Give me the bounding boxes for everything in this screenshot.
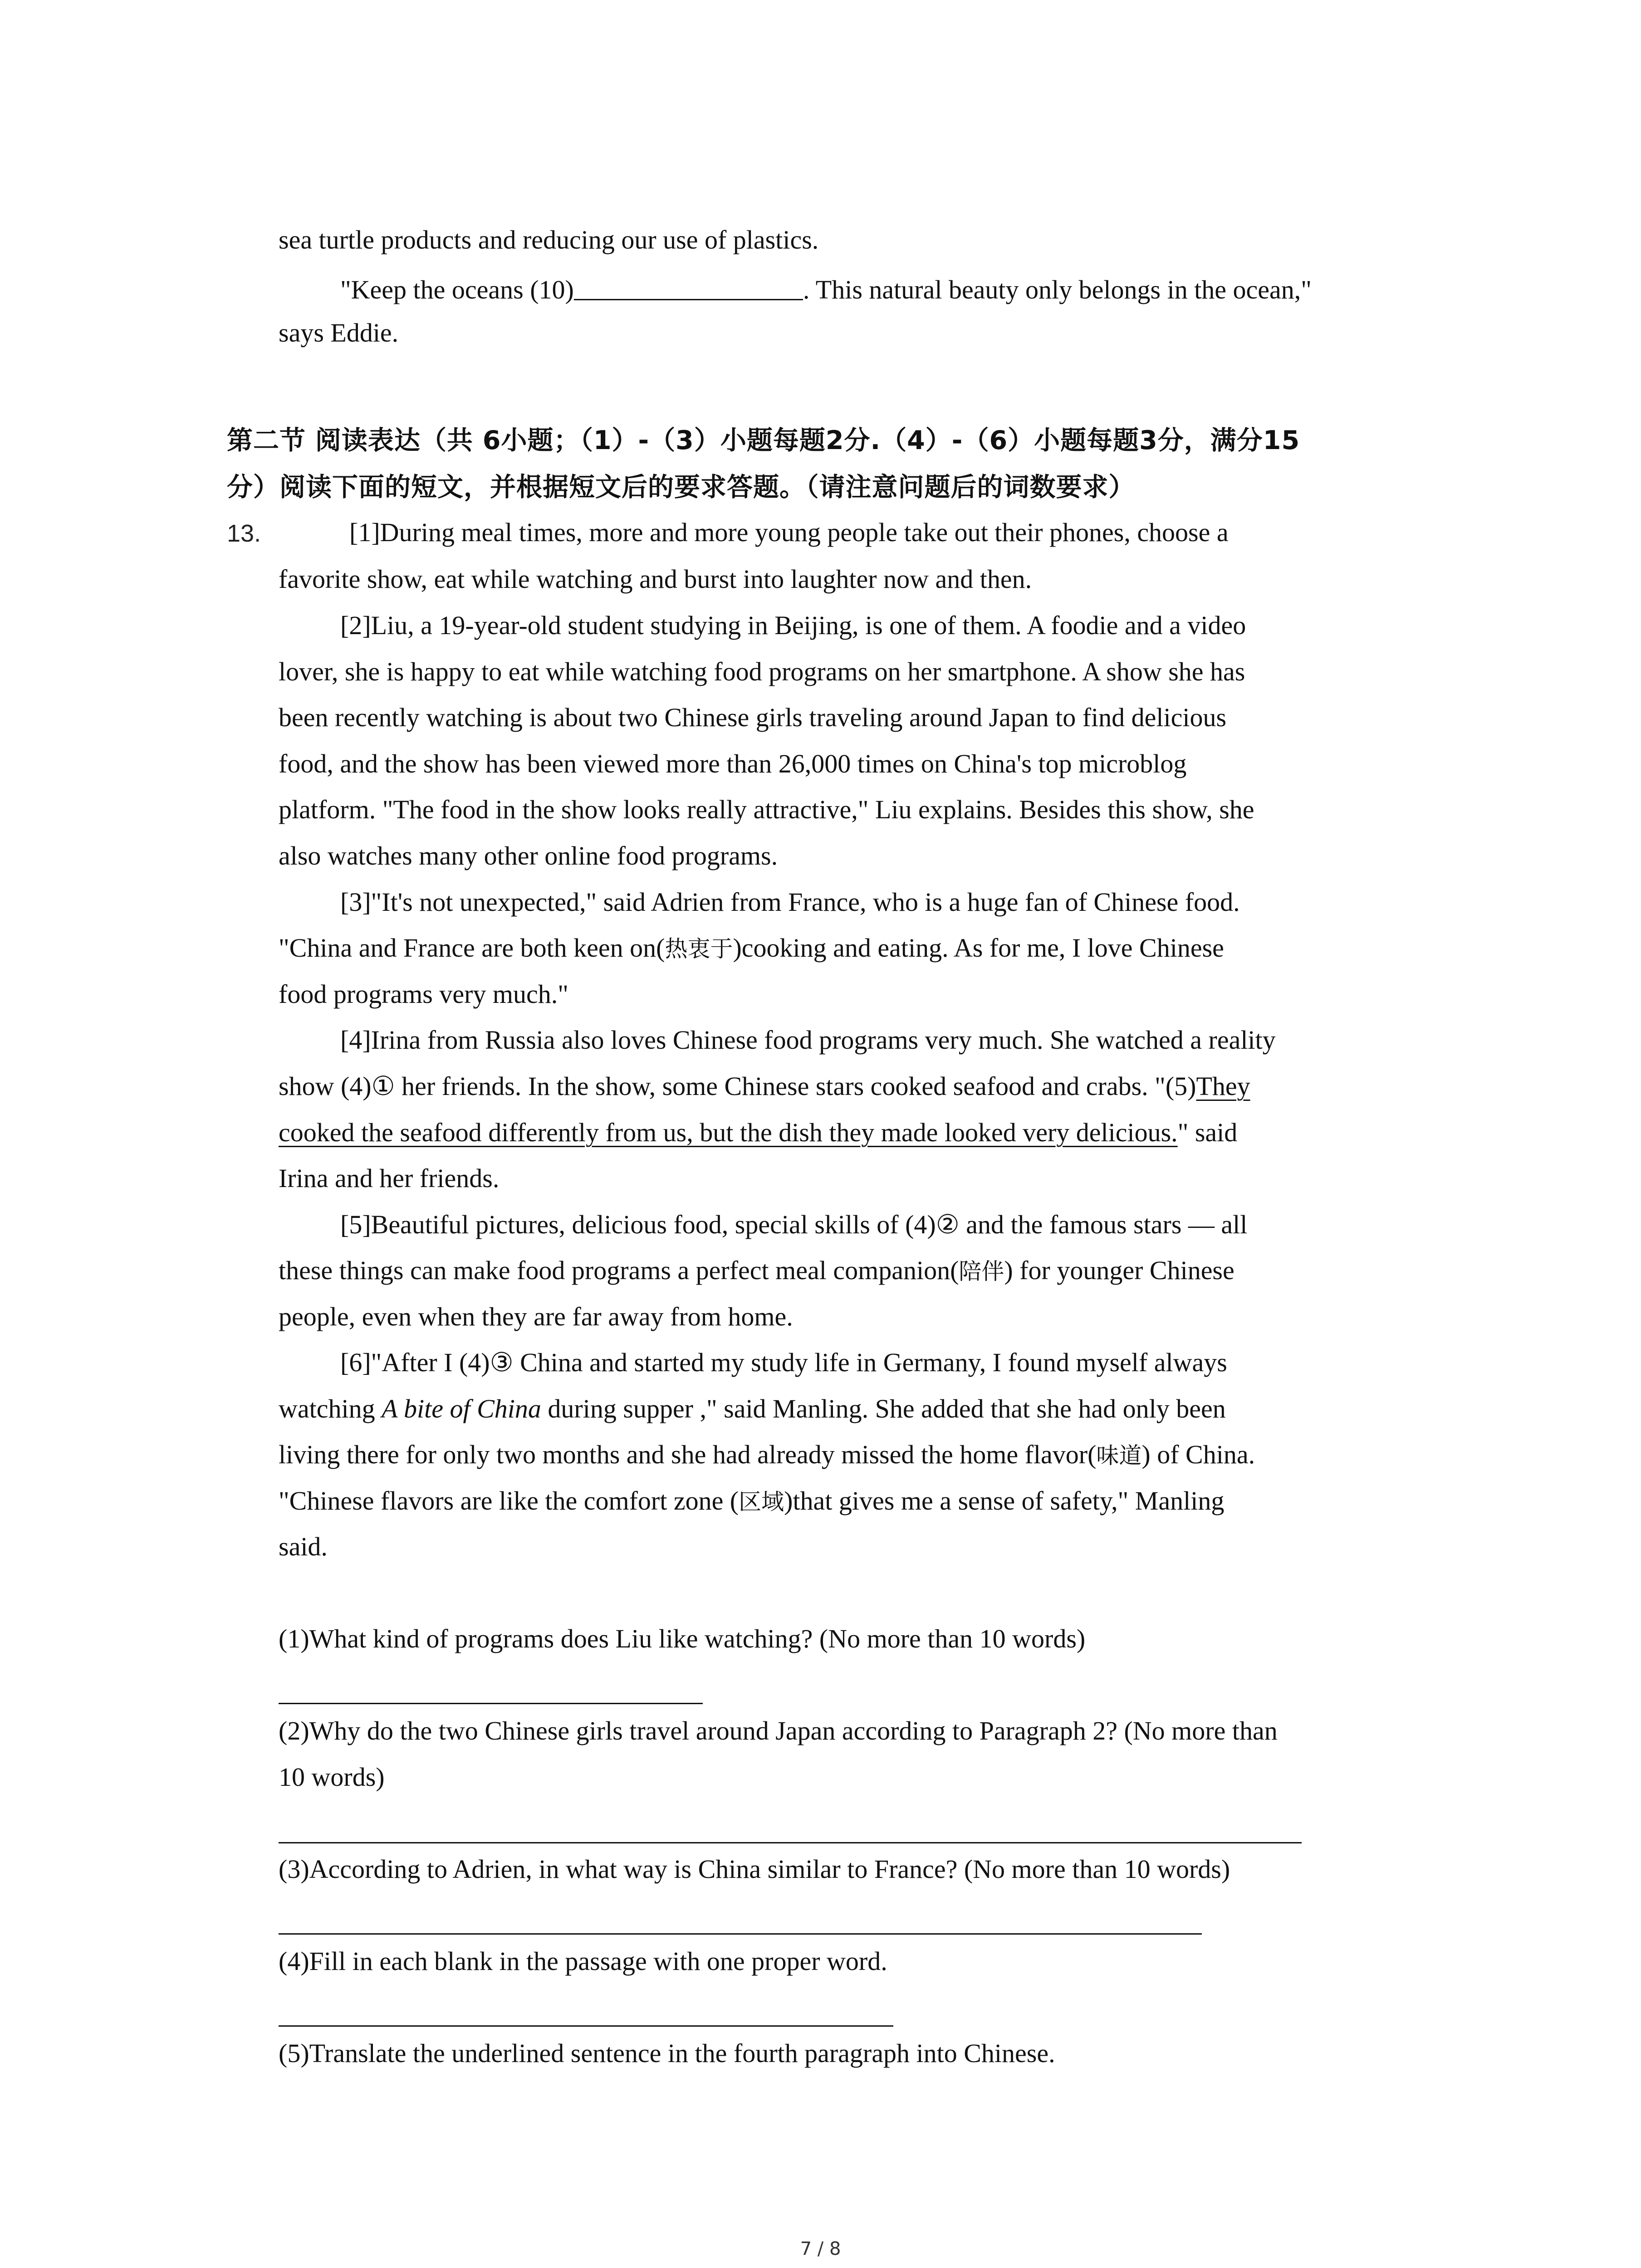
paragraph-6-line xyxy=(279,1488,1224,1514)
sub-question-5: (5)Translate the underlined sentence in the fourth paragraph into Chinese. xyxy=(279,2038,1055,2068)
paragraph-2-line: platform. "The food in the show looks really attractive," Liu explains. Besides this show, she xyxy=(279,795,1254,824)
sub-question-2: 10 words) xyxy=(279,1762,385,1792)
page-number: 7 / 8 xyxy=(800,2239,841,2259)
paragraph-1-line: favorite show, eat while watching and burst into laughter now and then. xyxy=(279,564,1032,594)
paragraph-6-line xyxy=(279,1396,1226,1422)
paragraph-2-line: lover, she is happy to eat while watching food programs on her smartphone. A show she has xyxy=(279,657,1245,686)
text-fragment: )that gives me a sense of safety," Manling xyxy=(784,1486,1225,1515)
text-fragment: "Keep the oceans (10) xyxy=(340,275,574,304)
answer-line-4[interactable] xyxy=(279,2025,893,2027)
paragraph-6-line: said. xyxy=(279,1532,328,1561)
text-fragment: during supper ," said Manling. She added that she had only been xyxy=(541,1394,1226,1423)
paragraph-3-line: food programs very much." xyxy=(279,979,568,1009)
chinese-gloss: 味道 xyxy=(1096,1442,1142,1469)
answer-blank-10[interactable] xyxy=(574,274,803,300)
text-fragment: [6]"After I (4)③ xyxy=(340,1348,520,1377)
sub-question-2: (2)Why do the two Chinese girls travel around Japan according to Paragraph 2? (No more than xyxy=(279,1716,1278,1745)
paragraph-4-line xyxy=(279,1119,1237,1146)
passage-line: says Eddie. xyxy=(279,318,399,347)
text-fragment: " said xyxy=(1177,1118,1238,1147)
paragraph-5-line: people, even when they are far away from home. xyxy=(279,1302,793,1331)
text-fragment: her friends. In the show, some Chinese stars cooked seafood and crabs. "(5) xyxy=(402,1071,1196,1101)
chinese-gloss: 陪伴 xyxy=(959,1258,1004,1285)
paragraph-2-line: also watches many other online food programs. xyxy=(279,841,778,870)
paragraph-5-line xyxy=(340,1212,1247,1238)
text-fragment: and the famous stars — all xyxy=(966,1210,1248,1239)
paragraph-3-line: [3]"It's not unexpected," said Adrien from France, who is a huge fan of Chinese food. xyxy=(340,887,1240,917)
paragraph-4-line xyxy=(279,1073,1250,1100)
program-title: A bite of China xyxy=(382,1394,541,1423)
underlined-sentence: They xyxy=(1196,1071,1250,1101)
passage-line: sea turtle products and reducing our use of plastics. xyxy=(279,225,819,254)
paragraph-4-line: [4]Irina from Russia also loves Chinese food programs very much. She watched a reality xyxy=(340,1025,1276,1055)
text-fragment: China and started my study life in Germany, I found myself always xyxy=(520,1348,1227,1377)
text-fragment: show (4)① xyxy=(279,1071,402,1101)
text-fragment: [5]Beautiful pictures, delicious food, special skills of (4)② xyxy=(340,1210,966,1239)
paragraph-2-line: been recently watching is about two Chinese girls traveling around Japan to find delicious xyxy=(279,703,1227,732)
passage-line xyxy=(340,274,1312,303)
answer-line-1[interactable] xyxy=(279,1703,703,1704)
paragraph-4-line: Irina and her friends. xyxy=(279,1163,500,1193)
answer-line-2[interactable] xyxy=(279,1842,1302,1843)
chinese-gloss: 区域 xyxy=(739,1489,784,1515)
text-fragment: living there for only two months and she had already missed the home flavor( xyxy=(279,1440,1097,1469)
underlined-sentence: cooked the seafood differently from us, but the dish they made looked very delicious. xyxy=(279,1118,1178,1147)
paragraph-6-line xyxy=(279,1442,1255,1468)
text-fragment: )cooking and eating. As for me, I love Chinese xyxy=(733,933,1224,963)
text-fragment: "China and France are both keen on( xyxy=(279,933,665,963)
text-fragment: ) of China. xyxy=(1141,1440,1255,1469)
paragraph-2-line: [2]Liu, a 19-year-old student studying in Beijing, is one of them. A foodie and a video xyxy=(340,611,1246,640)
section-heading-line: 分）阅读下面的短文，并根据短文后的要求答题。（请注意问题后的词数要求） xyxy=(227,472,1135,502)
question-number: 13. xyxy=(227,520,261,547)
sub-question-1: (1)What kind of programs does Liu like watching? (No more than 10 words) xyxy=(279,1624,1086,1653)
text-fragment: . This natural beauty only belongs in the ocean," xyxy=(803,275,1312,304)
chinese-gloss: 热衷于 xyxy=(665,936,733,962)
answer-line-3[interactable] xyxy=(279,1933,1202,1935)
paragraph-6-line xyxy=(340,1349,1227,1376)
paragraph-5-line xyxy=(279,1257,1234,1284)
text-fragment: "Chinese flavors are like the comfort zone ( xyxy=(279,1486,739,1515)
text-fragment: ) for younger Chinese xyxy=(1004,1256,1234,1285)
section-heading-line: 第二节 阅读表达（共 6小题；（1）-（3）小题每题2分.（4）-（6）小题每题3分，满分15 xyxy=(227,425,1300,455)
paragraph-2-line: food, and the show has been viewed more than 26,000 times on China's top microblog xyxy=(279,749,1187,778)
paragraph-1-line: [1]During meal times, more and more young people take out their phones, choose a xyxy=(349,518,1229,547)
sub-question-3: (3)According to Adrien, in what way is China similar to France? (No more than 10 words) xyxy=(279,1854,1230,1884)
text-fragment: these things can make food programs a perfect meal companion( xyxy=(279,1256,959,1285)
sub-question-4: (4)Fill in each blank in the passage with one proper word. xyxy=(279,1946,887,1976)
text-fragment: watching xyxy=(279,1394,382,1423)
paragraph-3-line xyxy=(279,935,1224,961)
